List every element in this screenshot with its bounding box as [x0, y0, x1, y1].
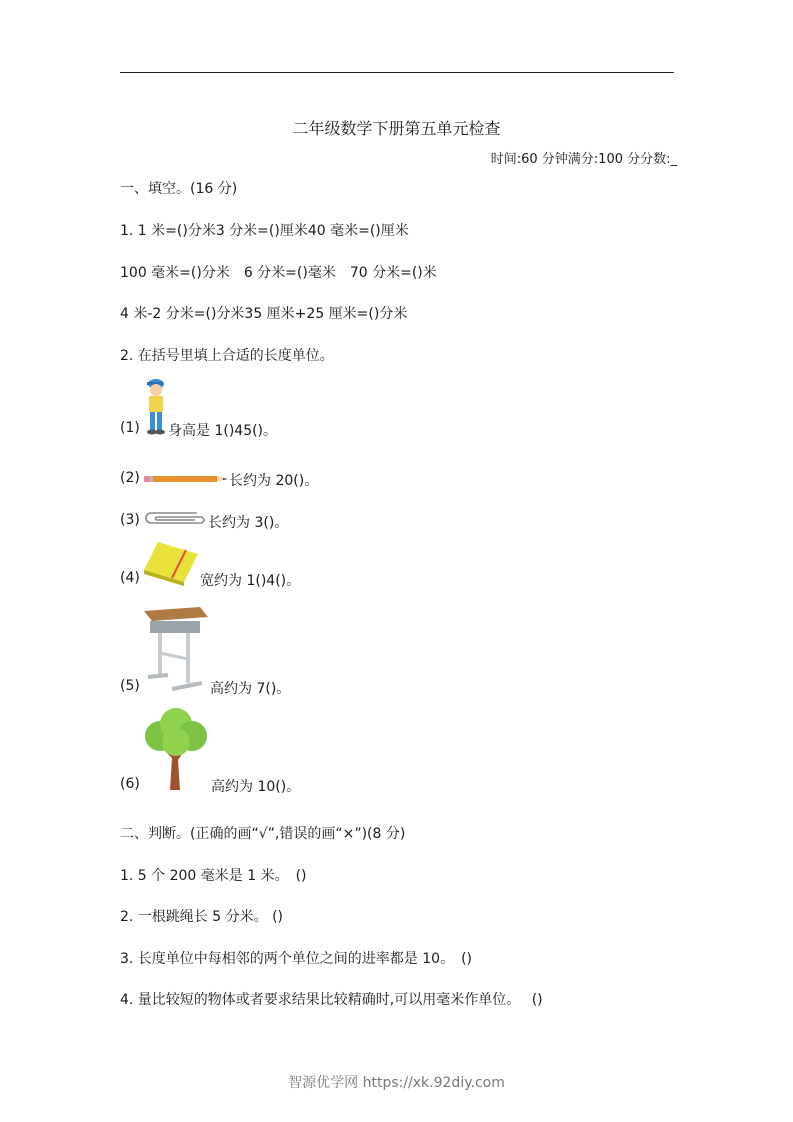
item-3-text: 长约为 3()。 — [208, 515, 289, 531]
item-5-number: (5) — [120, 678, 140, 694]
section1-heading: 一、填空。(16 分) — [120, 181, 238, 197]
pencil-icon — [144, 474, 230, 484]
judge-item-2: 2. 一根跳绳长 5 分米。 () — [120, 909, 283, 925]
tree-icon — [140, 706, 212, 792]
section2-heading: 二、判断。(正确的画“√”,错误的画“×”)(8 分) — [120, 826, 406, 842]
item-1-text: 身高是 1()45()。 — [168, 423, 278, 439]
q2-heading: 2. 在括号里填上合适的长度单位。 — [120, 348, 334, 364]
item-2-text: 长约为 20()。 — [229, 473, 319, 489]
item-1-number: (1) — [120, 420, 140, 436]
q1-line1: 1. 1 米=()分米3 分米=()厘米40 毫米=()厘米 — [120, 223, 409, 239]
judge-item-1: 1. 5 个 200 毫米是 1 米。 () — [120, 868, 307, 884]
book-icon — [142, 540, 200, 586]
item-2-number: (2) — [120, 470, 140, 486]
item-6-text: 高约为 10()。 — [211, 779, 301, 795]
header-rule — [120, 72, 674, 73]
item-5-text: 高约为 7()。 — [210, 681, 291, 697]
judge-item-3: 3. 长度单位中每相邻的两个单位之间的进率都是 10。 () — [120, 951, 472, 967]
judge-item-4: 4. 量比较短的物体或者要求结果比较精确时,可以用毫米作单位。 () — [120, 992, 543, 1008]
exam-meta: 时间:60 分钟满分:100 分分数:_ — [490, 152, 677, 167]
paperclip-icon — [143, 509, 207, 527]
item-4-number: (4) — [120, 570, 140, 586]
item-6-number: (6) — [120, 776, 140, 792]
item-4-text: 宽约为 1()4()。 — [200, 573, 301, 589]
page-title: 二年级数学下册第五单元检查 — [292, 119, 501, 138]
item-3-number: (3) — [120, 512, 140, 528]
desk-icon — [142, 603, 210, 693]
boy-icon — [143, 374, 169, 436]
q1-line3: 4 米-2 分米=()分米35 厘米+25 厘米=()分米 — [120, 306, 408, 322]
footer-watermark: 智源优学网 https://xk.92diy.com — [288, 1075, 505, 1091]
q1-line2: 100 毫米=()分米 6 分米=()毫米 70 分米=()米 — [120, 265, 437, 281]
